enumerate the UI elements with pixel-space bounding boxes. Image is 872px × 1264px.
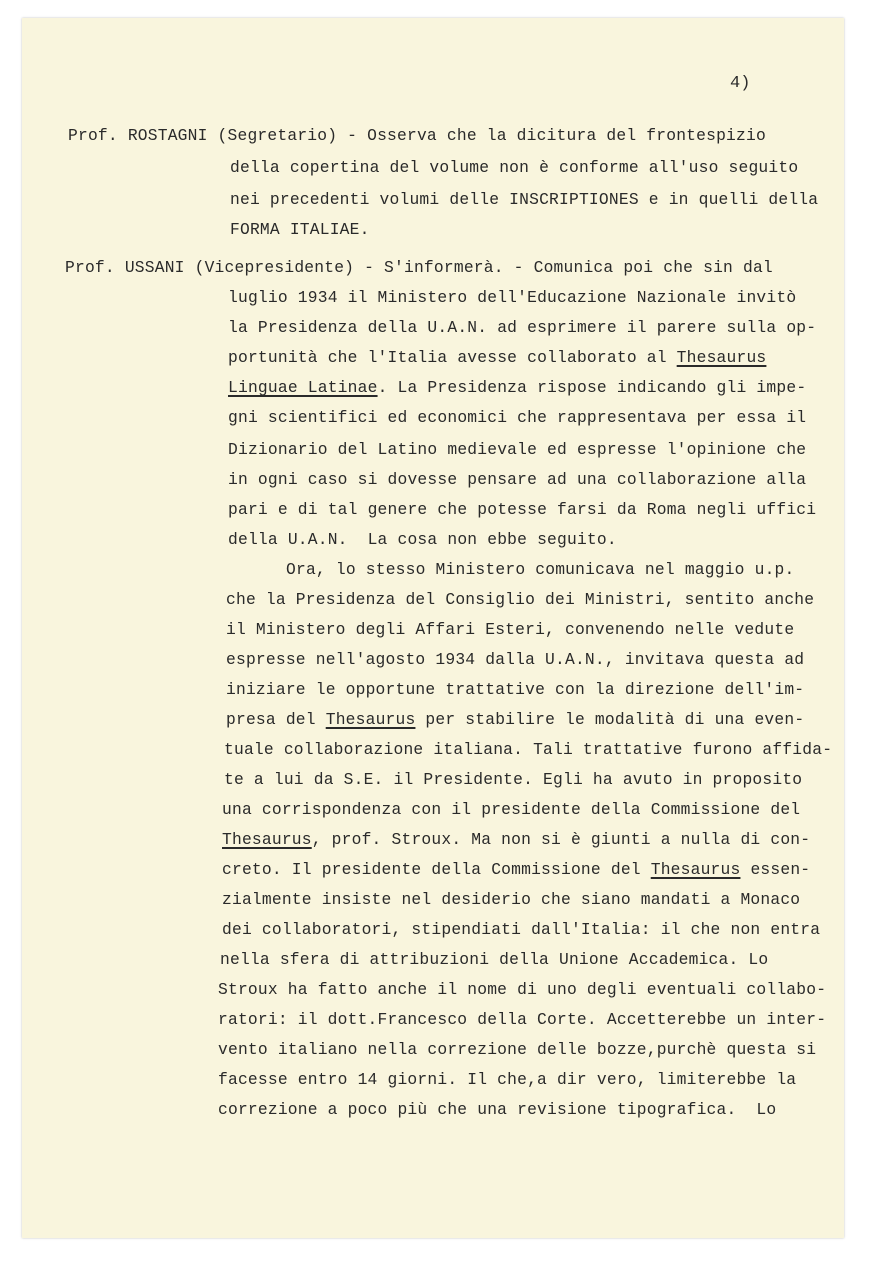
ora-paragraph-line: vento italiano nella correzione delle bozze,purchè questa si [218,1040,817,1059]
ussani-entry-line: gni scientifici ed economici che rappresentava per essa il [228,408,807,427]
ora-paragraph-line: Ora, lo stesso Ministero comunicava nel maggio u.p. [286,560,795,579]
ora-paragraph-line: che la Presidenza del Consiglio dei Ministri, sentito anche [226,590,815,609]
ussani-entry-line: la Presidenza della U.A.N. ad esprimere il parere sulla op- [228,318,817,337]
rostagni-entry-line: Prof. ROSTAGNI (Segretario) - Osserva che la dicitura del frontespizio [68,126,766,145]
ora-paragraph-line: nella sfera di attribuzioni della Unione Accademica. Lo [220,950,769,969]
ora-paragraph-line: dei collaboratori, stipendiati dall'Italia: il che non entra [222,920,821,939]
ora-paragraph-line: creto. Il presidente della Commissione del Thesaurus essen- [222,860,811,879]
rostagni-entry-line: FORMA ITALIAE. [230,220,370,239]
ora-paragraph-line: ratori: il dott.Francesco della Corte. Accetterebbe un inter- [218,1010,827,1029]
ussani-entry-line: in ogni caso si dovesse pensare ad una collaborazione alla [228,470,807,489]
ussani-entry-line: Linguae Latinae. La Presidenza rispose indicando gli impe- [228,378,807,397]
ora-paragraph-line: una corrispondenza con il presidente della Commissione del [222,800,801,819]
ora-paragraph-line: zialmente insiste nel desiderio che siano mandati a Monaco [222,890,801,909]
ora-paragraph-line: Thesaurus, prof. Stroux. Ma non si è giunti a nulla di con- [222,830,811,849]
ora-paragraph-line: espresse nell'agosto 1934 dalla U.A.N., invitava questa ad [226,650,805,669]
ora-paragraph-line: correzione a poco più che una revisione tipografica. Lo [218,1100,777,1119]
page-number: 4) [730,74,751,93]
ussani-entry-line: Dizionario del Latino medievale ed espresse l'opinione che [228,440,807,459]
ora-paragraph-line: iniziare le opportune trattative con la direzione dell'im- [226,680,805,699]
ora-paragraph-line: tuale collaborazione italiana. Tali trattative furono affida- [224,740,833,759]
rostagni-entry-line: della copertina del volume non è conforme all'uso seguito [230,158,799,177]
rostagni-entry-line: nei precedenti volumi delle INSCRIPTIONES e in quelli della [230,190,819,209]
ussani-entry-line: portunità che l'Italia avesse collaborato al Thesaurus [228,348,767,367]
ussani-entry-line: luglio 1934 il Ministero dell'Educazione Nazionale invitò [228,288,797,307]
ora-paragraph-line: te a lui da S.E. il Presidente. Egli ha avuto in proposito [224,770,803,789]
ora-paragraph-line: Stroux ha fatto anche il nome di uno degli eventuali collabo- [218,980,827,999]
ussani-entry-line: pari e di tal genere che potesse farsi da Roma negli uffici [228,500,817,519]
ussani-entry-line: della U.A.N. La cosa non ebbe seguito. [228,530,617,549]
ora-paragraph-line: facesse entro 14 giorni. Il che,a dir vero, limiterebbe la [218,1070,797,1089]
ussani-entry-line: Prof. USSANI (Vicepresidente) - S'informerà. - Comunica poi che sin dal [65,258,773,277]
ora-paragraph-line: il Ministero degli Affari Esteri, convenendo nelle vedute [226,620,795,639]
ora-paragraph-line: presa del Thesaurus per stabilire le modalità di una even- [226,710,805,729]
